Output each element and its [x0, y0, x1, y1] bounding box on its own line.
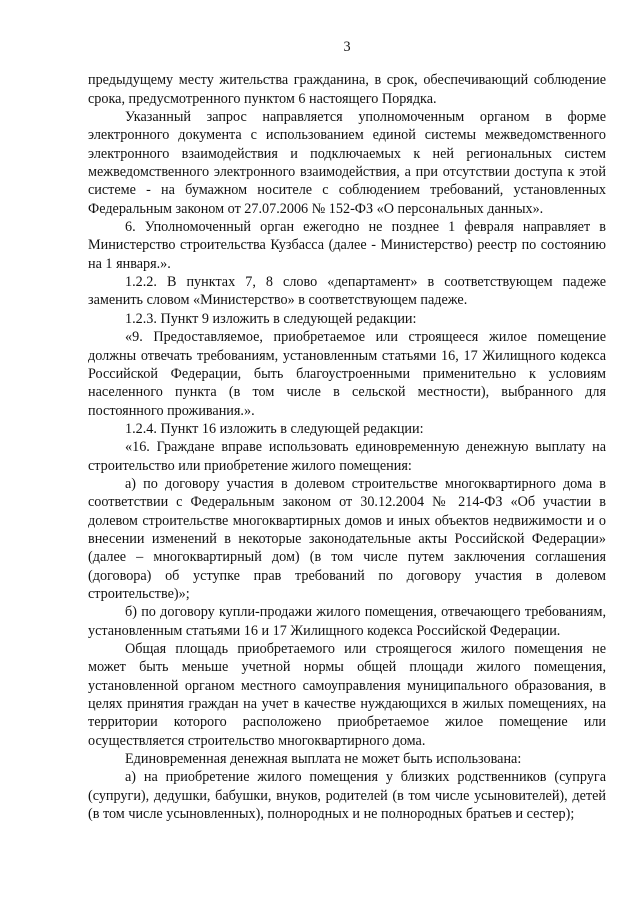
- page-number: 3: [343, 39, 351, 55]
- paragraph: 1.2.2. В пунктах 7, 8 слово «департамент» в соответствующем падеже заменить словом «Министерство» в соответствующем падеже.: [88, 274, 606, 309]
- paragraph: «9. Предоставляемое, приобретаемое или строящееся жилое помещение должны отвечать требованиям, установленным статьями 16, 17 Жилищного кодекса Российской Федерации, быть благоустроенными применительно к условиям населенного пункта (в том числе в сельской местности), выбранного для постоянного проживания.».: [88, 329, 606, 419]
- paragraph: предыдущему месту жительства гражданина, в срок, обеспечивающий соблюдение срока, предусмотренного пунктом 6 настоящего Порядка.: [88, 72, 606, 107]
- document-body: [88, 71, 606, 823]
- paragraph: а) на приобретение жилого помещения у близких родственников (супруга (супруги), дедушки, бабушки, внуков, родителей (в том числе усыновителей), детей (в том числе усыновленных), полнородных и не полнородных братьев и сестер);: [88, 769, 606, 823]
- paragraph: б) по договору купли-продажи жилого помещения, отвечающего требованиям, установленным статьями 16 и 17 Жилищного кодекса Российской Федерации.: [88, 604, 606, 639]
- paragraph: Указанный запрос направляется уполномоченным органом в форме электронного документа с использованием единой системы межведомственного электронного взаимодействия и подключаемых к ней региональных систем межведомственного электронного взаимодействия, а при отсутствии доступа к этой системе - на бумажном носителе с соблюдением требований, установленных Федеральным законом от 27.07.2006 № 152-ФЗ «О персональных данных».: [88, 109, 606, 217]
- paragraph: а) по договору участия в долевом строительстве многоквартирного дома в соответствии с Федеральным законом от 30.12.2004 № 214-ФЗ «Об участии в долевом строительстве многоквартирных домов и иных объектов недвижимости и о внесении изменений в некоторые законодательные акты Российской Федерации» (далее – многоквартирный дом) (в том числе путем заключения соглашения (договора) об уступке прав требований по договору участия в долевом строительстве)»;: [88, 475, 606, 602]
- paragraph: Общая площадь приобретаемого или строящегося жилого помещения не может быть меньше учетной нормы общей площади жилого помещения, установленной органом местного самоуправления муниципального образования, в целях принятия граждан на учет в качестве нуждающихся в жилых помещениях, на территории которого расположено приобретаемое жилое помещение или осуществляется строительство многоквартирного дома.: [88, 641, 606, 749]
- paragraph: «16. Граждане вправе использовать единовременную денежную выплату на строительство или приобретение жилого помещения:: [88, 439, 606, 474]
- paragraph: Единовременная денежная выплата не может быть использована:: [125, 751, 522, 768]
- paragraph: 6. Уполномоченный орган ежегодно не позднее 1 февраля направляет в Министерство строительства Кузбасса (далее - Министерство) реестр по состоянию на 1 января.».: [88, 219, 606, 272]
- paragraph: 1.2.4. Пункт 16 изложить в следующей редакции:: [125, 420, 424, 437]
- document-page: [88, 38, 606, 823]
- paragraph: 1.2.3. Пункт 9 изложить в следующей редакции:: [125, 310, 417, 327]
